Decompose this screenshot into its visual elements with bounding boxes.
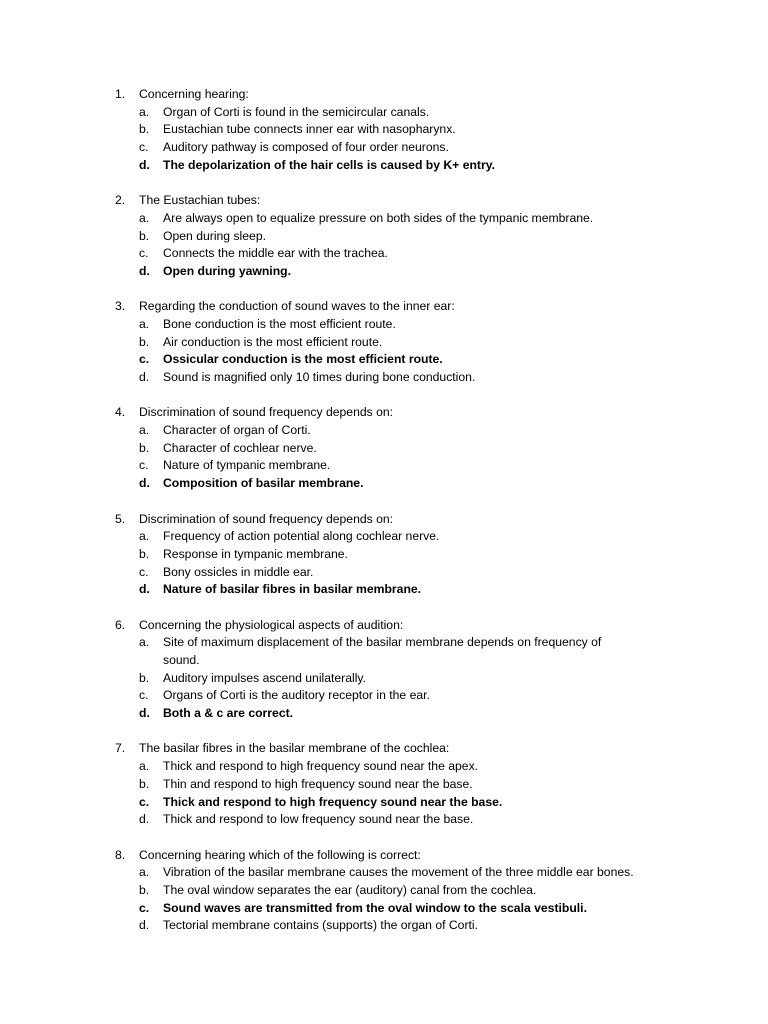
option-text: Open during sleep. <box>163 228 266 243</box>
option-text: Character of cochlear nerve. <box>163 440 317 455</box>
question-line <box>0 617 768 635</box>
option-line <box>0 670 768 688</box>
option-line <box>0 104 768 122</box>
option-line <box>0 157 768 175</box>
option-letter: c. <box>139 900 150 915</box>
option-text-answer: Sound waves are transmitted from the oval window to the scala vestibuli. <box>163 900 587 915</box>
option-text: Air conduction is the most efficient route. <box>163 334 383 349</box>
option-letter: b. <box>139 440 150 455</box>
option-letter: d. <box>139 370 150 384</box>
option-line <box>0 351 768 369</box>
question-line <box>0 298 768 316</box>
question-block-1 <box>0 86 768 174</box>
option-letter: a. <box>139 865 150 880</box>
question-block-4 <box>0 404 768 492</box>
option-text: Thick and respond to low frequency sound near the base. <box>163 812 474 827</box>
option-text: Auditory impulses ascend unilaterally. <box>163 670 366 685</box>
option-text-answer: Nature of basilar fibres in basilar membrane. <box>163 582 422 597</box>
option-text: Thin and respond to high frequency sound near the base. <box>163 776 473 791</box>
option-line <box>0 758 768 776</box>
option-text: The oval window separates the ear (auditory) canal from the cochlea. <box>163 882 537 897</box>
option-letter: d. <box>139 812 150 827</box>
option-line <box>0 228 768 246</box>
option-text: Connects the middle ear with the trachea. <box>163 246 388 261</box>
option-letter: a. <box>139 316 150 331</box>
option-text: Nature of tympanic membrane. <box>163 458 331 473</box>
option-text: Sound is magnified only 10 times during bone conduction. <box>163 370 476 384</box>
option-text: Auditory pathway is composed of four order neurons. <box>163 140 449 155</box>
option-line <box>0 564 768 582</box>
option-line <box>0 581 768 599</box>
question-number: 2. <box>115 193 126 208</box>
option-letter: d. <box>139 157 150 172</box>
option-line <box>0 917 768 935</box>
question-block-2 <box>0 192 768 280</box>
option-letter: a. <box>139 423 150 438</box>
option-line <box>0 900 768 918</box>
option-text: Organ of Corti is found in the semicircular canals. <box>163 104 430 119</box>
option-letter: d. <box>139 918 150 933</box>
option-letter: d. <box>139 476 150 491</box>
question-line <box>0 404 768 422</box>
option-line <box>0 882 768 900</box>
question-number: 7. <box>115 741 126 756</box>
question-line <box>0 86 768 104</box>
question-block-7 <box>0 740 768 828</box>
option-line <box>0 316 768 334</box>
option-letter: b. <box>139 776 150 791</box>
option-text: Bony ossicles in middle ear. <box>163 564 314 579</box>
option-letter: c. <box>139 688 149 703</box>
question-stem: Concerning the physiological aspects of audition: <box>139 617 404 632</box>
document-page <box>0 86 768 953</box>
option-letter: b. <box>139 228 150 243</box>
option-line <box>0 475 768 493</box>
option-line <box>0 811 768 829</box>
option-letter: c. <box>139 794 150 809</box>
option-letter: b. <box>139 882 150 897</box>
option-line <box>0 369 768 387</box>
option-letter: b. <box>139 546 150 561</box>
option-text: Eustachian tube connects inner ear with nasopharynx. <box>163 122 456 137</box>
question-number: 5. <box>115 511 126 526</box>
option-text: Site of maximum displacement of the basilar membrane depends on frequency of sound. <box>163 635 602 668</box>
option-line <box>0 864 768 882</box>
option-letter: a. <box>139 759 150 774</box>
question-stem: Regarding the conduction of sound waves to the inner ear: <box>139 299 455 314</box>
option-text: Vibration of the basilar membrane causes the movement of the three middle ear bones. <box>163 865 634 880</box>
question-line <box>0 511 768 529</box>
option-line <box>0 440 768 458</box>
option-line <box>0 422 768 440</box>
option-letter: d. <box>139 706 150 721</box>
option-text: Tectorial membrane contains (supports) the organ of Corti. <box>163 918 478 933</box>
option-letter: c. <box>139 352 150 367</box>
option-line <box>0 139 768 157</box>
option-line <box>0 634 768 669</box>
option-text: Character of organ of Corti. <box>163 423 311 438</box>
option-text-answer: Thick and respond to high frequency sound near the base. <box>163 794 503 809</box>
question-number: 1. <box>115 87 126 101</box>
option-letter: d. <box>139 582 150 597</box>
option-line <box>0 210 768 228</box>
question-stem: Discrimination of sound frequency depends on: <box>139 405 394 420</box>
option-letter: b. <box>139 670 150 685</box>
question-block-6 <box>0 617 768 723</box>
option-letter: a. <box>139 635 150 650</box>
option-letter: b. <box>139 334 150 349</box>
question-stem: The basilar fibres in the basilar membrane of the cochlea: <box>139 741 450 756</box>
question-number: 6. <box>115 617 126 632</box>
option-letter: c. <box>139 458 149 473</box>
option-letter: c. <box>139 140 149 155</box>
question-number: 4. <box>115 405 126 420</box>
option-line <box>0 546 768 564</box>
question-stem: The Eustachian tubes: <box>139 193 261 208</box>
option-line <box>0 528 768 546</box>
question-line <box>0 740 768 758</box>
option-text-answer: Open during yawning. <box>163 263 291 278</box>
option-text-answer: Ossicular conduction is the most efficient route. <box>163 352 443 367</box>
question-number: 3. <box>115 299 126 314</box>
option-line <box>0 334 768 352</box>
option-letter: c. <box>139 246 149 261</box>
option-letter: a. <box>139 529 150 544</box>
option-text-answer: Both a & c are correct. <box>163 706 294 721</box>
question-stem: Discrimination of sound frequency depends on: <box>139 511 394 526</box>
option-text-answer: Composition of basilar membrane. <box>163 476 364 491</box>
option-letter: c. <box>139 564 149 579</box>
option-line <box>0 245 768 263</box>
question-line <box>0 192 768 210</box>
option-text-answer: The depolarization of the hair cells is caused by K+ entry. <box>163 157 495 172</box>
option-line <box>0 705 768 723</box>
question-line <box>0 847 768 865</box>
option-line <box>0 121 768 139</box>
option-line <box>0 776 768 794</box>
option-text: Organs of Corti is the auditory receptor in the ear. <box>163 688 430 703</box>
option-line <box>0 794 768 812</box>
option-letter: a. <box>139 210 150 225</box>
option-line <box>0 457 768 475</box>
question-number: 8. <box>115 847 126 862</box>
question-block-8 <box>0 847 768 935</box>
question-block-5 <box>0 511 768 599</box>
option-text: Are always open to equalize pressure on both sides of the tympanic membrane. <box>163 210 594 225</box>
question-stem: Concerning hearing which of the following is correct: <box>139 847 421 862</box>
option-text: Frequency of action potential along cochlear nerve. <box>163 529 440 544</box>
option-line <box>0 687 768 705</box>
option-text: Response in tympanic membrane. <box>163 546 348 561</box>
option-letter: b. <box>139 122 150 137</box>
option-letter: a. <box>139 104 150 119</box>
option-line <box>0 263 768 281</box>
option-letter: d. <box>139 263 150 278</box>
option-text: Bone conduction is the most efficient route. <box>163 316 396 331</box>
question-block-3 <box>0 298 768 386</box>
option-text: Thick and respond to high frequency sound near the apex. <box>163 759 479 774</box>
question-stem: Concerning hearing: <box>139 87 249 101</box>
